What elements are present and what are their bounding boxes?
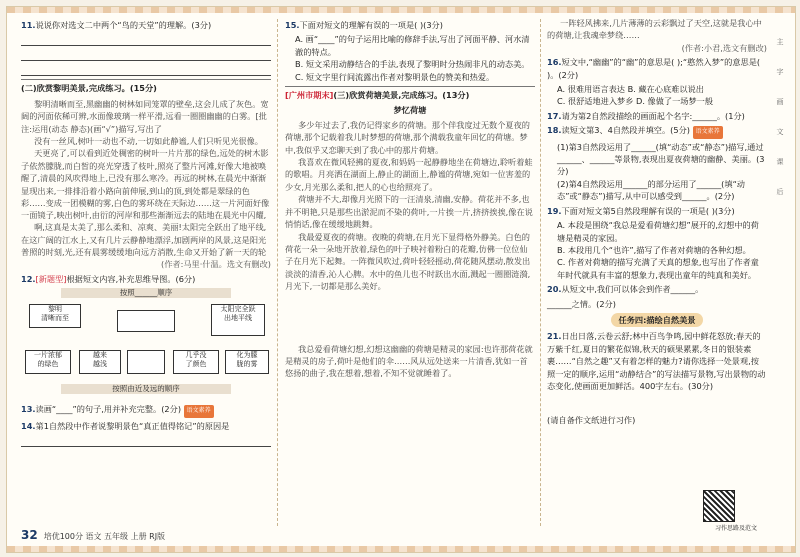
question-13: 13.读画“____”的句子,用并补充完整。(2分) 语文素养 (21, 403, 271, 417)
passage-title: 梦忆荷塘 (393, 105, 427, 116)
worksheet-page (6, 6, 796, 553)
mind-map-bottom-label: 按照由近及远的顺序 (61, 384, 231, 394)
sub-question: (2)第4自然段运用______的部分运用了______(填“动态”或“静态”)描写,从中可以感受到______。(2分) (557, 178, 745, 202)
passage-paragraph: 多少年过去了,我仍记得家乡的荷塘。那个伴我度过无数个夏夜的荷塘,那个记载着我儿时梦想的荷塘,那个满载我童年回忆的荷塘。梦中,我似乎又恋聊天到了我心中的那片荷塘。 (285, 119, 530, 155)
option[interactable]: A. 画“____”的句子运用比喻的修辞手法,写出了河面平静、河水清澈的特点。 (295, 34, 530, 57)
answer-line[interactable] (21, 435, 271, 447)
question-20-end: ______之情。(2分) (547, 298, 616, 309)
passage-paragraph: 天更亮了,可以看到近处稠密的树叶一片片那的绿色,远处的树木影子依然朦胧,而白皙的亮光穿透了枝叶,照亮了整片河滩,好像大地被唤醒了,清晨的风吹得地上,已没有那么寒冷。再远的树林,在晨光中渐渐显现出来,一排排沿着小路向前伸展,到山的顶,到处都是翠绿的色彩……变成一团模糊的雾,白色的雾环绕在天际边……这一片河面好像一面镜子,映出树叶,由衍的河岸和那些渐渐远去的陆地在晨光中闪耀, (21, 148, 270, 221)
question-16: 16.短文中,“幽幽”的“幽”的意思是( );“憨然入梦”的意思是( )。(2分) (547, 57, 761, 80)
section-3-title: [广州市期末](三)欣赏荷塘美景,完成练习。(13分) (285, 86, 535, 101)
question-15: 15.下面对短文的理解有误的一项是( )(3分) (285, 20, 443, 30)
mind-map-node: 黎明 清晰而至 (29, 304, 81, 328)
side-decoration: 主 字 画 文 课 后 (776, 38, 784, 196)
passage-paragraph: 我总爱看荷塘幻想,幻想这幽幽的荷塘是精灵的家园:也许那荷花就是精灵的房子,荷叶是他们的伞……风从远处送来一片清香,犹如一首悠扬的曲子,我在想着,想着,不知不觉就睡着了。 (285, 343, 533, 379)
qr-label: 习作思路及范文 (714, 525, 757, 532)
answer-line[interactable] (21, 64, 271, 76)
passage-paragraph: 黎明清晰而至,黑幽幽的树林如同笼罩的壁垒,这会儿成了灰色。宽阔的河面依稀可辨,水面像玻璃一样平滑,远看一圈圈幽幽的白雾。[批注:运用(动态 静态)(画“√”)描写,写出了 (21, 98, 269, 134)
column-divider (277, 19, 278, 526)
option[interactable]: A. 很难用语言表达 B. 藏在心底难以说出 (557, 84, 704, 95)
mind-map (21, 288, 271, 400)
mind-map-blank[interactable] (127, 350, 165, 374)
option[interactable]: C. 很舒适地进入梦乡 D. 像做了一场梦一般 (557, 96, 714, 107)
answer-line[interactable] (21, 34, 271, 46)
citation: (作者:马里·什温。选文有删改) (161, 259, 271, 270)
mind-map-node: 一片浓郁 的绿色 (25, 350, 71, 374)
option[interactable]: B. 短文采用动静结合的手法,表现了黎明时分热闹非凡的动态美。 (295, 59, 530, 70)
question-11: 11.说说你对选文二中两个“鸟的天堂”的理解。(3分) (21, 20, 212, 30)
question-19: 19.下面对短文第5自然段理解有误的一项是( )(3分) (547, 205, 735, 216)
question-21: 21.日出日落,云卷云舒;林中百鸟争鸣,园中鲜花怒放;春天的万紫千红,夏日的繁花似锦,秋天的硕果累累,冬日的银装素裹……“自然之趣”又有着怎样的魅力?请你选择一处景观,按照一定的顺序,运用“动静结合”的写法描写景物,写出景物的动态变化,使画面更加鲜活。400字左右。(30分) (547, 331, 766, 391)
page-footer: 32 培优100分 语文 五年级 上册 RJ版 (21, 528, 166, 542)
qr-code[interactable] (703, 490, 735, 522)
question-18: 18.读短文第3、4自然段并填空。(5分) 语文素养 (547, 124, 767, 138)
question-17: 17.请为第2自然段描绘的画面起个名字:______。(1分) (547, 110, 745, 121)
passage-paragraph: 啊,这真是太美了,那么柔和、凉爽、美丽!太阳完全跃出了地平线,在这广阔的江水上,又有几片云静静地漂浮,加剧两岸的风景,这是阳光普照的时刻,光,还有晨雾缓缓地向远方消散,生命又开始了新一天的轮 (21, 222, 267, 258)
mind-map-node: 化为朦 胧的雾 (225, 350, 269, 374)
task-header: 任务四:描绘自然美景 (547, 313, 767, 327)
option[interactable]: A. 本段是围绕“我总是爱看荷塘幻想”展开的,幻想中的荷塘是精灵的家园。 (557, 220, 759, 243)
question-20: 20.从短文中,我们可以体会到作者______。 (547, 284, 704, 295)
option[interactable]: C. 作者对荷塘的描写充满了天真的想象,也写出了作者童年时代就具有丰富的想象力,表现出童年的纯真和美好。 (557, 257, 759, 280)
left-column (21, 17, 271, 450)
sub-question: (1)第3自然段运用了______(填“动态”或“静态”)描写,通过______、______等景物,表现出夏夜荷塘的幽静、美丽。(3分) (557, 141, 765, 177)
citation: (作者:小君,选文有删改) (681, 42, 767, 53)
option[interactable]: C. 短文字里行间流露出作者对黎明景色的赞美和热爱。 (295, 71, 495, 82)
mind-map-node: 太阳完全跃 出地平线 (211, 304, 265, 336)
section-2-title: (二)欣赏黎明美景,完成练习。(15分) (21, 79, 271, 94)
right-column (547, 17, 767, 429)
mind-map-node: 越来 越浅 (79, 350, 121, 374)
answer-line[interactable] (21, 49, 271, 61)
question-14: 14.第1自然段中作者说黎明景色“真正值得铭记”的原因是 (21, 420, 230, 431)
mind-map-node: 几乎没 了颜色 (173, 350, 219, 374)
question-21-note: (请自备作文纸进行习作) (547, 415, 636, 426)
question-12: 12.[新题型]根据短文内容,补充思维导图。(6分) (21, 273, 196, 284)
mind-map-top-label: 按照______顺序 (61, 288, 231, 298)
top-border (7, 7, 795, 13)
passage-paragraph: 荷塘并不大,却像月光照下的一汪清泉,清幽,安静。荷花并不多,也并不明艳,只是那些出淤泥而不染的荷叶,一片挨一片,挤挤挨挨,像在说悄悄话,像在缓缓地跳舞。 (285, 194, 533, 230)
bottom-border (7, 546, 795, 552)
passage-paragraph: 我喜欢在微风轻拂的夏夜,和妈妈一起静静地坐在荷塘边,聆听着蛙的歌唱。月亮洒在湖面上,静止的湖面上,静谧的荷塘,宛如一位害羞的少女,月光那么柔和,把人的心也给照亮了。 (285, 157, 533, 192)
option[interactable]: B. 本段用几个“也许”,描写了作者对荷塘的各种幻想。 (557, 244, 751, 255)
middle-column (285, 17, 535, 393)
passage-paragraph: 我最爱夏夜的荷塘。夜晚的荷塘,在月光下显得格外静美。白色的荷花一朵一朵地开放着,绿色的叶子映衬着粉白的花瓣,仿佛一位位仙子在月光下起舞。一阵微风吹过,荷叶轻轻摇动,荷花随风摆动,散发出淡淡的清香,沁人心脾。水中的鱼儿也不时跃出水面,溅起一圈圈涟漪,月光下,一切都是那么美好。 (285, 231, 531, 292)
mind-map-blank[interactable] (117, 310, 175, 332)
page-number: 32 (21, 528, 38, 542)
passage-paragraph: 没有一丝风,树叶一动也不动,一切如此静谧,人们只听见光很像。 (34, 136, 263, 147)
passage-paragraph: 一阵轻风拂来,几片薄薄的云彩飘过了天空,这就是我心中的荷塘,让我魂牵梦绕…… (547, 18, 762, 41)
column-divider (540, 19, 541, 526)
